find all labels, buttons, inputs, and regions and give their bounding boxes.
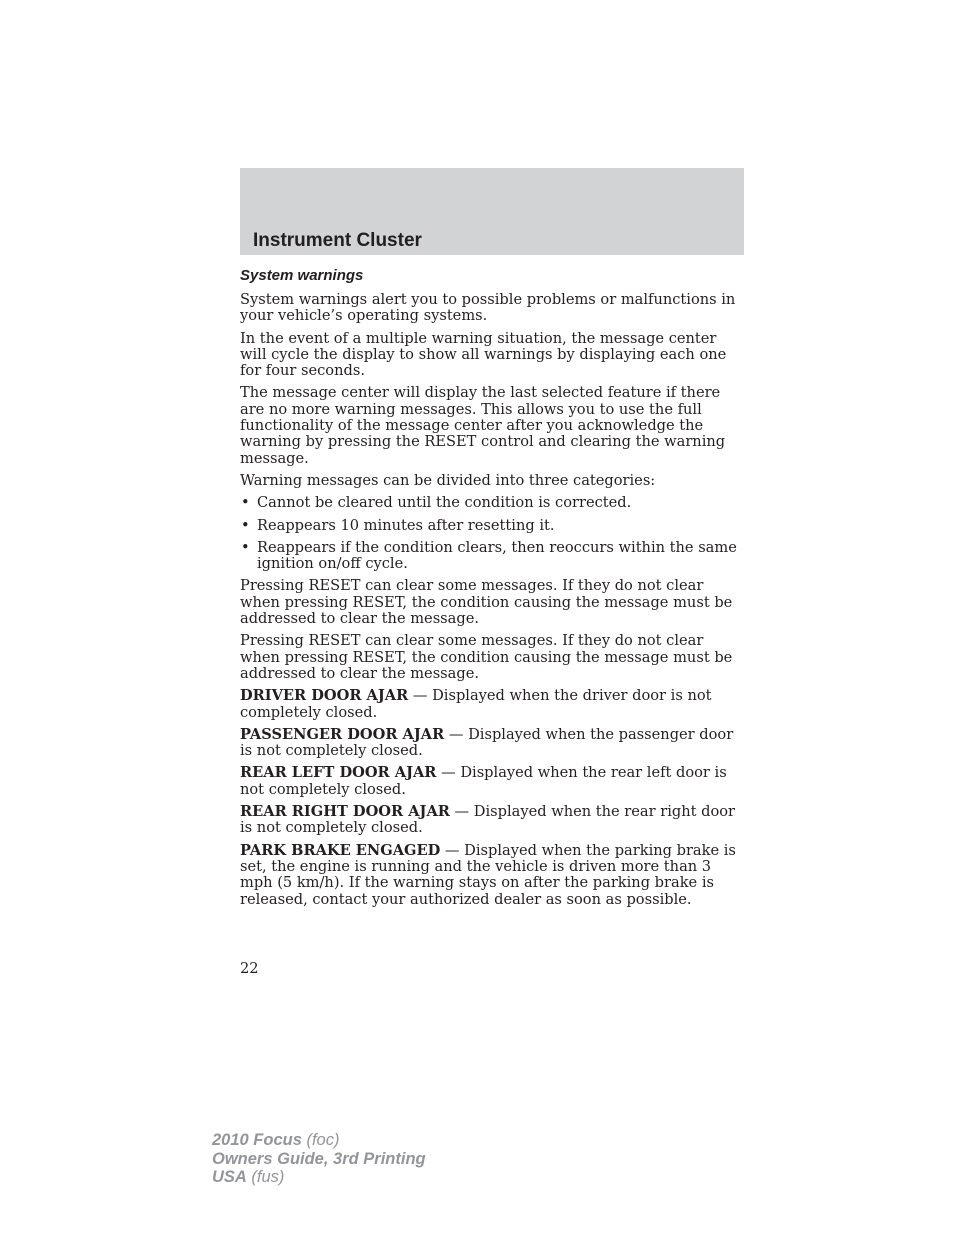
intro-paragraph: Warning messages can be divided into three categories: — [240, 471, 656, 489]
footer-guide-edition: Owners Guide, 3rd Printing — [212, 1149, 426, 1168]
subsection-title: System warnings — [240, 267, 364, 284]
message-entry — [240, 843, 744, 908]
bullet-icon: • — [241, 516, 250, 534]
reset-paragraph: Pressing RESET can clear some messages. If they do not clear when pressing RESET, the condition causing the message must be addressed to clear the message. — [240, 632, 733, 682]
message-entry — [240, 688, 744, 721]
bullet-icon: • — [241, 494, 250, 512]
message-description: — Displayed when the rear left door is not completely closed. — [240, 764, 727, 798]
intro-paragraph: The message center will display the last selected feature if there are no more warning messages. This allows you to use the full functionality of the message center after you acknowledge the warning by pressing the RESET control and clearing the warning message. — [240, 384, 726, 467]
footer-model: 2010 Focus — [212, 1131, 302, 1149]
message-description: — Displayed when the passenger door is not completely closed. — [240, 725, 734, 760]
message-term: PARK BRAKE ENGAGED — [240, 841, 441, 859]
footer-model-code: (foc) — [301, 1131, 340, 1149]
message-term: REAR LEFT DOOR AJAR — [240, 764, 437, 782]
page-content — [240, 266, 744, 914]
footer-line — [212, 1131, 426, 1150]
document-footer — [212, 1131, 426, 1187]
message-term: DRIVER DOOR AJAR — [240, 687, 409, 705]
footer-line — [212, 1168, 426, 1187]
message-entry — [240, 804, 744, 837]
list-item — [240, 518, 744, 534]
page-number: 22 — [240, 960, 259, 977]
reset-paragraph: Pressing RESET can clear some messages. If they do not clear when pressing RESET, the condition causing the message must be addressed to clear the message. — [240, 577, 733, 628]
message-term: PASSENGER DOOR AJAR — [240, 725, 445, 743]
message-description: — Displayed when the parking brake is set, the engine is running and the vehicle is driven more than 3 mph (5 km/h). If the warning stays on after the parking brake is released, contact your authorized dealer as soon as possible. — [240, 841, 736, 908]
category-list — [240, 495, 744, 572]
message-entry — [240, 765, 744, 798]
footer-market: USA — [212, 1168, 247, 1186]
list-item — [240, 540, 744, 573]
list-item-text: Cannot be cleared until the condition is corrected. — [257, 494, 632, 512]
bullet-icon: • — [241, 538, 250, 556]
section-title: Instrument Cluster — [253, 230, 422, 251]
list-item-text: Reappears if the condition clears, then reoccurs within the same ignition on/off cycle. — [257, 538, 737, 573]
message-term: REAR RIGHT DOOR AJAR — [240, 803, 450, 821]
footer-market-code: (fus) — [246, 1168, 285, 1186]
intro-paragraph: In the event of a multiple warning situation, the message center will cycle the display to show all warnings by displaying each one for four seconds. — [240, 329, 727, 380]
list-item-text: Reappears 10 minutes after resetting it. — [257, 516, 555, 534]
section-header-band — [240, 168, 744, 255]
intro-paragraph: System warnings alert you to possible problems or malfunctions in your vehicle’s operating systems. — [240, 291, 736, 325]
message-description: — Displayed when the rear right door is not completely closed. — [240, 803, 736, 837]
list-item — [240, 495, 744, 511]
message-description: — Displayed when the driver door is not completely closed. — [240, 687, 712, 721]
message-entry — [240, 727, 744, 760]
footer-line — [212, 1150, 426, 1169]
